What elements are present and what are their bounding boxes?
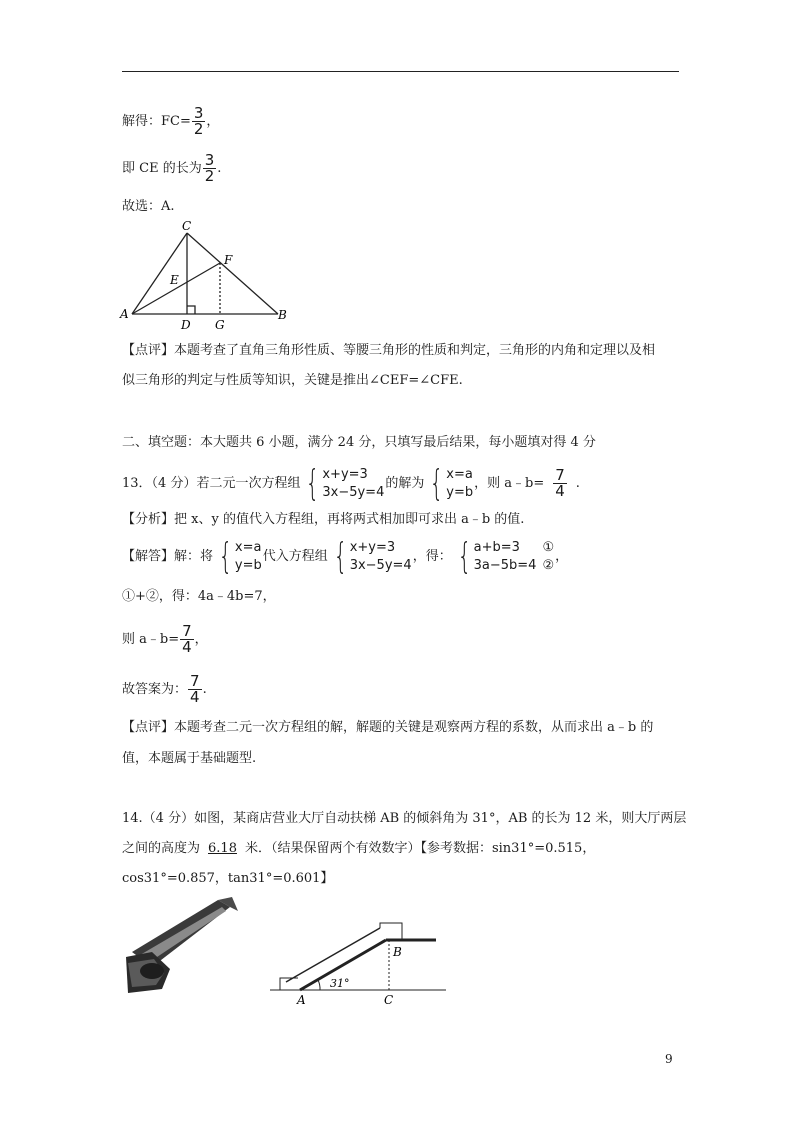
equation-system: { x=a y=b [429, 462, 474, 504]
fraction: $\frac{7}{4}$ [190, 672, 200, 706]
fraction: $\frac{3}{2}$ [193, 104, 204, 138]
label-f: F [224, 253, 233, 267]
equation-system: { x+y=3 3x−5y=4 [333, 535, 412, 577]
ce-length-line: 即 CE 的长为 $\frac{3}{2}$ . [122, 151, 222, 185]
page-number: 9 [665, 1052, 673, 1066]
question-14-line3: cos31°=0.857，tan31°=0.601】 [122, 871, 334, 886]
sum-line: ①+②，得：4a﹣4b=7， [122, 589, 276, 604]
label-b: B [393, 945, 402, 959]
equation-system: { a+b=3 3a−5b=4 ① ② [457, 535, 555, 577]
label-a: A [120, 307, 129, 321]
triangle-diagram [118, 218, 298, 330]
label-d: D [181, 318, 191, 330]
label-b: B [278, 308, 287, 322]
comment12-line1: 【点评】本题考查了直角三角形性质、等腰三角形的性质和判定，三角形的内角和定理以及相 [122, 343, 656, 358]
fraction: $\frac{7}{4}$ [182, 622, 192, 656]
question-13: 13．（4 分）若二元一次方程组 { x+y=3 3x−5y=4 的解为 { x=a y=b ，则 a﹣b= $\frac{7}{4}$ . [122, 462, 580, 504]
question-14-line1: 14.（4 分）如图，某商店营业大厅自动扶梯 AB 的倾斜角为 31°，AB 的长为 12 米，则大厅两层 [122, 811, 687, 826]
equation-system: { x=a y=b [218, 535, 262, 577]
analysis-13: 【分析】把 x、y 的值代入方程组，再将两式相加即可求出 a﹣b 的值. [122, 512, 525, 527]
comment12-line2: 似三角形的判定与性质等知识，关键是推出∠CEF=∠CFE. [122, 373, 463, 388]
comment13-line2: 值，本题属于基础题型. [122, 751, 257, 766]
section-heading: 二、填空题：本大题共 6 小题，满分 24 分，只填写最后结果，每小题填对得 4 分 [122, 435, 596, 450]
angle-label: 31° [330, 977, 350, 990]
fraction: $\frac{3}{2}$ [204, 151, 215, 185]
label-c: C [384, 993, 394, 1007]
label-a: A [297, 993, 306, 1007]
escalator-diagram [268, 920, 448, 1010]
question-14-line2: 之间的高度为 6.18 米．（结果保留两个有效数字）【参考数据：sin31°=0.515， [122, 841, 596, 856]
label-g: G [215, 318, 225, 330]
label-c: C [182, 219, 192, 233]
then-line: 则 a﹣b= $\frac{7}{4}$ ， [122, 622, 208, 656]
label-e: E [170, 273, 179, 287]
answer-blank: $\frac{7}{4}$ [555, 466, 565, 500]
answer-blank: 6.18 [208, 841, 237, 856]
choice-line: 故选：A. [122, 199, 175, 214]
header-rule [122, 71, 679, 72]
solution-13: 【解答】解：将 { x=a y=b 代入方程组 { x+y=3 3x−5y=4 ，得： { a+b=3 3a−5b=4 ① ② ， [122, 535, 569, 577]
comment13-line1: 【点评】本题考查二元一次方程组的解，解题的关键是观察两方程的系数，从而求出 a﹣b 的 [122, 720, 654, 735]
equation-system: { x+y=3 3x−5y=4 [306, 462, 385, 504]
solve-fc-line: 解得：FC= $\frac{3}{2}$ ， [122, 104, 220, 138]
answer-line: 故答案为： $\frac{7}{4}$ . [122, 672, 207, 706]
escalator-photo [122, 897, 252, 997]
